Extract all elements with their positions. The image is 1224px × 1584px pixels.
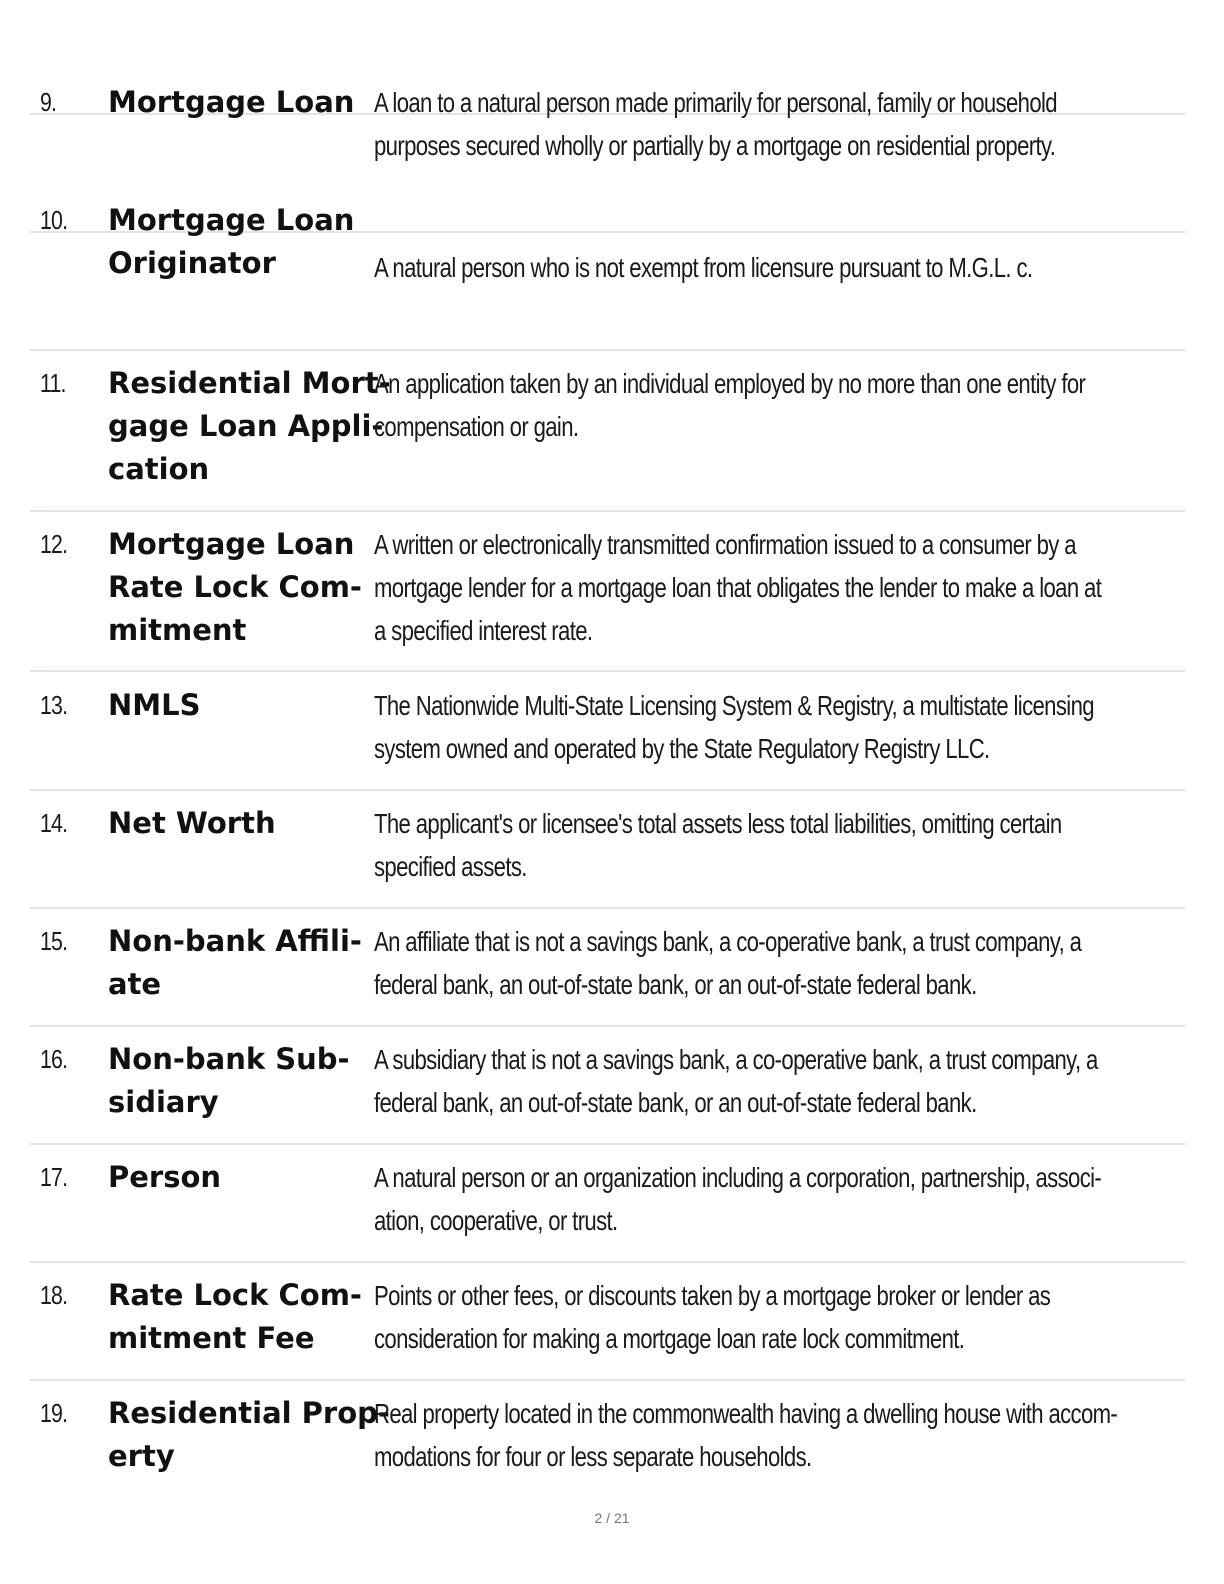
- entry-term: [108, 362, 391, 491]
- definition-line: system owned and operated by the State Regulatory Registry LLC.: [374, 733, 990, 764]
- entry-term: [108, 523, 373, 652]
- definition-line: specified assets.: [374, 851, 527, 882]
- entry-number: 18.: [40, 1280, 68, 1310]
- definition-line: a specified interest rate.: [374, 615, 593, 646]
- term-line: cation: [108, 452, 210, 486]
- term-line: Rate Lock Com-: [108, 1278, 362, 1312]
- definition-line: Points or other fees, or discounts taken by a mortgage broker or lender as: [374, 1280, 1051, 1311]
- entry-number: 12.: [40, 529, 68, 559]
- entry-definition: [374, 81, 1164, 167]
- term-line: Rate Lock Com-: [108, 570, 362, 604]
- definition-line: A subsidiary that is not a savings bank, a co-operative bank, a trust company, a: [374, 1044, 1098, 1075]
- entry-definition: [374, 1038, 1164, 1124]
- row-divider: [30, 349, 1185, 351]
- entry-definition: [374, 684, 1164, 770]
- term-line: NMLS: [108, 688, 201, 722]
- term-line: Non-bank Affili-: [108, 924, 362, 958]
- entry-term: [108, 684, 373, 727]
- entry-number: 16.: [40, 1044, 68, 1074]
- entry-number: 14.: [40, 808, 68, 838]
- entry-term: [108, 1392, 390, 1478]
- term-line: gage Loan Appli-: [108, 409, 384, 443]
- row-divider: [30, 510, 1185, 512]
- term-line: Mortgage Loan: [108, 203, 355, 237]
- definition-line: federal bank, an out-of-state bank, or an out-of-state federal bank.: [374, 1087, 977, 1118]
- term-line: mitment: [108, 613, 247, 647]
- term-line: Residential Mort-: [108, 366, 391, 400]
- definition-line: The Nationwide Multi-State Licensing System & Registry, a multistate licensing: [374, 690, 1094, 721]
- entry-term: [108, 81, 373, 124]
- row-divider: [30, 907, 1185, 909]
- definition-line: compensation or gain.: [374, 411, 579, 442]
- definition-line: A natural person who is not exempt from licensure pursuant to M.G.L. c.: [374, 252, 1033, 283]
- entry-term: [108, 802, 373, 845]
- entry-term: [108, 1156, 373, 1199]
- term-line: Mortgage Loan: [108, 527, 355, 561]
- entry-definition: [374, 1156, 1164, 1242]
- entry-definition: [374, 1274, 1164, 1360]
- row-divider: [30, 789, 1185, 791]
- entry-term: [108, 1038, 373, 1124]
- entry-term: [108, 1274, 373, 1360]
- definition-line: A natural person or an organization including a corporation, partnership, associ-: [374, 1162, 1102, 1193]
- term-line: Net Worth: [108, 806, 276, 840]
- definition-line: An affiliate that is not a savings bank, a co-operative bank, a trust company, a: [374, 926, 1082, 957]
- definition-line: ation, cooperative, or trust.: [374, 1205, 618, 1236]
- entry-number: 15.: [40, 926, 68, 956]
- term-line: Person: [108, 1160, 222, 1194]
- term-line: mitment Fee: [108, 1321, 315, 1355]
- definition-line: An application taken by an individual employed by no more than one entity for: [374, 368, 1086, 399]
- definition-line: A loan to a natural person made primarily for personal, family or household: [374, 87, 1057, 118]
- definition-line: A written or electronically transmitted confirmation issued to a consumer by a: [374, 529, 1076, 560]
- entry-definition: [374, 1392, 1164, 1478]
- row-divider: [30, 1025, 1185, 1027]
- entry-term: [108, 199, 373, 285]
- term-line: Mortgage Loan: [108, 85, 355, 119]
- entry-definition: [374, 920, 1164, 1006]
- term-line: Originator: [108, 246, 276, 280]
- entry-definition: [374, 362, 1164, 448]
- entry-number: 17.: [40, 1162, 68, 1192]
- definition-line: consideration for making a mortgage loan rate lock commitment.: [374, 1323, 965, 1354]
- row-divider: [30, 670, 1185, 672]
- term-line: sidiary: [108, 1085, 219, 1119]
- term-line: erty: [108, 1439, 175, 1473]
- row-divider: [30, 1261, 1185, 1263]
- definition-line: purposes secured wholly or partially by a mortgage on residential property.: [374, 130, 1056, 161]
- definition-line: The applicant's or licensee's total assets less total liabilities, omitting certain: [374, 808, 1062, 839]
- entry-number: 9.: [40, 87, 57, 117]
- definition-line: federal bank, an out-of-state bank, or an out-of-state federal bank.: [374, 969, 977, 1000]
- entry-number: 10.: [40, 205, 68, 235]
- term-line: Non-bank Sub-: [108, 1042, 350, 1076]
- entry-number: 13.: [40, 690, 68, 720]
- entry-number: 11.: [40, 368, 66, 398]
- entry-definition: [374, 246, 1164, 289]
- definition-line: Real property located in the commonwealth having a dwelling house with accom-: [374, 1398, 1118, 1429]
- entry-number: 19.: [40, 1398, 68, 1428]
- definition-line: modations for four or less separate households.: [374, 1441, 812, 1472]
- row-divider: [30, 1379, 1185, 1381]
- term-line: Residential Prop-: [108, 1396, 390, 1430]
- definition-line: mortgage lender for a mortgage loan that obligates the lender to make a loan at: [374, 572, 1102, 603]
- term-line: ate: [108, 967, 162, 1001]
- entry-term: [108, 920, 373, 1006]
- entry-definition: [374, 523, 1164, 652]
- page-indicator: 2 / 21: [594, 1510, 630, 1526]
- entry-definition: [374, 802, 1164, 888]
- row-divider: [30, 1143, 1185, 1145]
